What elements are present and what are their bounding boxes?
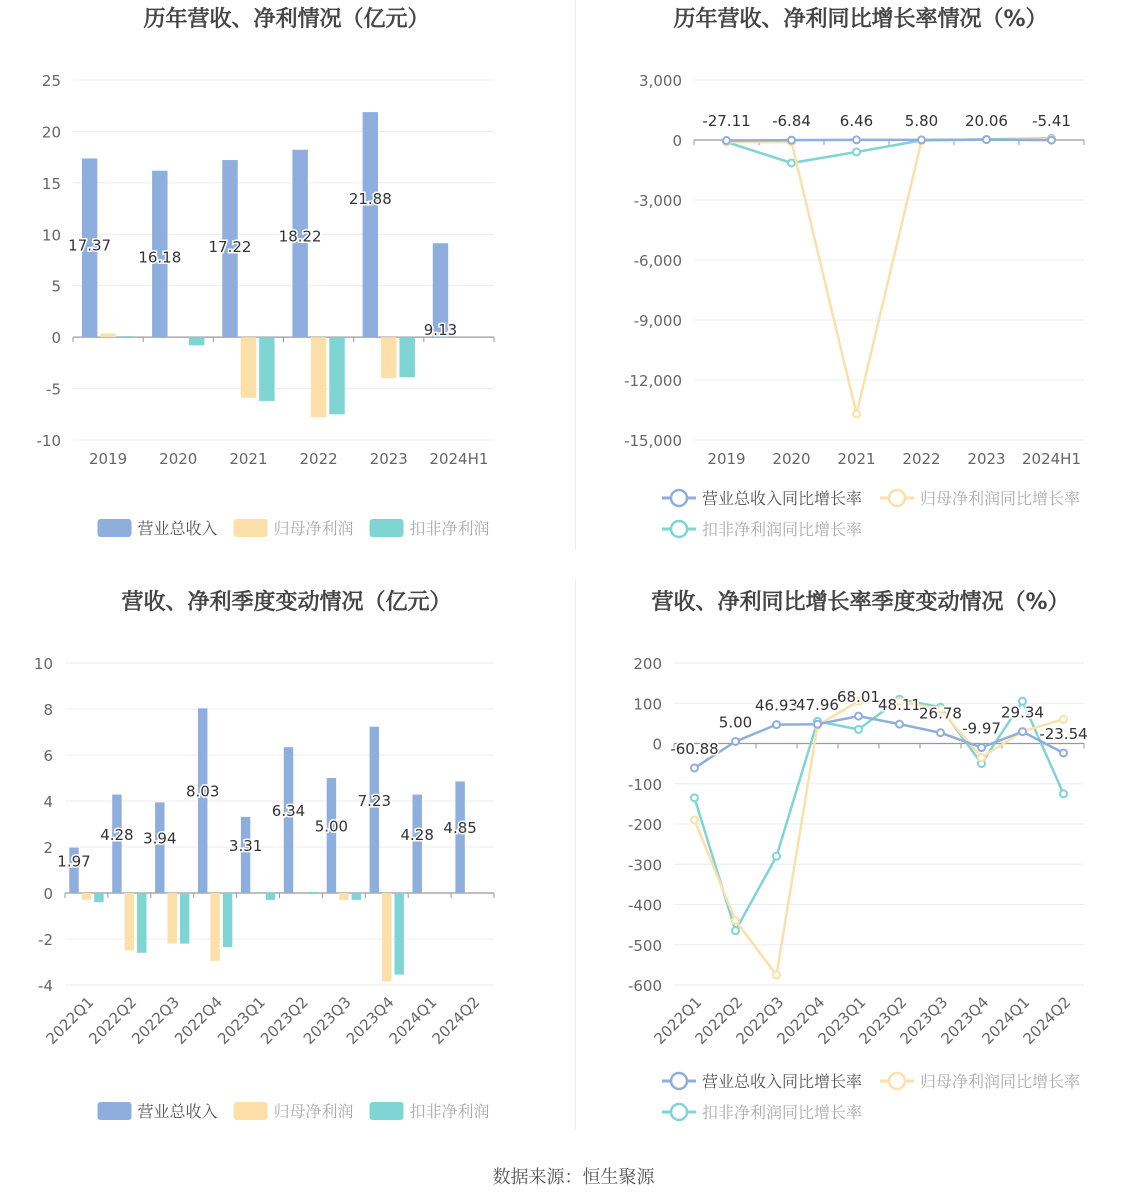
bar (399, 337, 414, 377)
x-tick-label: 2022 (299, 450, 338, 468)
x-tick-label: 2023Q2 (256, 993, 312, 1048)
y-tick-label: 10 (33, 655, 53, 673)
bar (381, 337, 396, 378)
data-label: -23.54 (1039, 724, 1088, 743)
data-point (1060, 749, 1067, 756)
data-point (691, 816, 698, 823)
x-tick-label: 2022Q2 (85, 993, 141, 1048)
legend-label: 归母净利润 (273, 1102, 354, 1121)
y-tick-label: 25 (41, 72, 61, 90)
data-label: 4.28 (400, 825, 434, 844)
data-point (855, 713, 862, 720)
data-label: 9.13 (423, 321, 458, 340)
y-tick-label: 200 (633, 655, 662, 673)
x-tick-label: 2022Q4 (171, 993, 226, 1048)
x-tick-label: 2023 (369, 450, 408, 468)
x-tick-label: 2022 (902, 450, 941, 468)
bar (125, 893, 134, 951)
data-label: 8.03 (186, 782, 220, 801)
bar (309, 892, 318, 893)
bar (223, 893, 232, 947)
x-tick-label: 2024Q2 (428, 993, 484, 1048)
y-tick-label: 0 (43, 885, 53, 903)
quarterly-growth-chart-title: 营收、净利同比增长率季度变动情况（%） (651, 590, 1070, 615)
legend-label: 归母净利润同比增长率 (920, 1072, 1081, 1091)
data-label: 3.94 (143, 829, 177, 848)
data-label: 17.37 (68, 236, 112, 255)
y-tick-label: 0 (672, 132, 682, 150)
x-tick-label: 2022Q4 (773, 993, 829, 1048)
y-tick-label: -15,000 (624, 432, 682, 450)
bar (189, 337, 204, 345)
x-tick-label: 2023Q4 (342, 993, 398, 1048)
legend-swatch (98, 1102, 132, 1120)
series-line (727, 139, 1052, 414)
data-label: -27.11 (702, 112, 751, 130)
x-tick-label: 2023Q2 (855, 993, 911, 1048)
bar (363, 112, 378, 337)
y-tick-label: 15 (41, 174, 61, 193)
data-point (853, 149, 860, 156)
data-point (732, 738, 739, 745)
series-line (695, 701, 1064, 975)
data-label: 6.46 (839, 112, 874, 130)
legend-label: 扣非净利润 (409, 1102, 490, 1121)
legend-marker (671, 1104, 687, 1120)
bar (329, 337, 344, 414)
y-tick-label: -400 (627, 896, 662, 915)
data-point (1019, 728, 1026, 735)
vertical-divider-top (575, 0, 576, 550)
legend-label: 扣非净利润同比增长率 (702, 520, 863, 539)
x-tick-label: 2022Q1 (42, 993, 98, 1048)
legend-swatch (370, 1102, 404, 1120)
x-tick-label: 2021 (229, 450, 268, 468)
data-point (918, 136, 925, 143)
bar (137, 893, 146, 953)
annual-growth-chart-panel (574, 0, 1147, 583)
y-tick-label: 0 (652, 735, 662, 754)
annual-chart (0, 0, 573, 583)
bar (119, 336, 134, 337)
x-tick-label: 2021 (837, 450, 876, 468)
data-point (853, 411, 860, 418)
bar (180, 893, 189, 944)
y-tick-label: -100 (627, 775, 662, 794)
data-label: 5.00 (718, 713, 753, 732)
data-point (814, 721, 821, 728)
y-tick-label: -6,000 (633, 252, 682, 270)
data-point (896, 721, 903, 728)
legend-marker (671, 521, 687, 537)
x-tick-label: 2023Q1 (814, 993, 870, 1048)
data-point (732, 917, 739, 924)
data-point (732, 927, 739, 934)
data-label: 29.34 (1001, 703, 1044, 722)
data-label: 20.06 (965, 112, 1008, 130)
y-tick-label: -500 (627, 936, 662, 955)
data-label: -9.97 (962, 719, 1001, 738)
data-point (691, 794, 698, 801)
legend-marker (671, 1073, 687, 1089)
data-label: 47.96 (796, 696, 839, 715)
data-point (853, 136, 860, 143)
annual-chart-title: 历年营收、净利情况（亿元） (143, 7, 430, 32)
bar (352, 893, 361, 900)
data-point (1060, 716, 1067, 723)
bar (210, 893, 219, 961)
y-tick-label: -3,000 (633, 192, 682, 210)
x-tick-label: 2024Q2 (1019, 993, 1075, 1048)
x-tick-label: 2023Q3 (896, 993, 952, 1048)
data-point (978, 754, 985, 761)
x-tick-label: 2023Q1 (214, 993, 269, 1048)
data-point (723, 137, 730, 144)
data-point (937, 729, 944, 736)
quarterly-growth-chart-panel (574, 583, 1147, 1166)
y-tick-label: -12,000 (624, 372, 682, 390)
annual-chart-panel (0, 0, 573, 583)
bar (266, 893, 275, 900)
data-label: 48.11 (878, 696, 921, 715)
vertical-divider-bottom (575, 580, 576, 1130)
x-tick-label: 2024Q1 (385, 993, 441, 1048)
data-label: 18.22 (278, 227, 322, 246)
data-label: 7.23 (357, 791, 392, 810)
data-label: -60.88 (670, 740, 719, 759)
data-label: 1.97 (57, 852, 91, 871)
y-tick-label: 6 (43, 747, 53, 765)
data-label: 16.18 (138, 248, 182, 267)
bar (241, 337, 256, 398)
y-tick-label: 5 (51, 277, 61, 296)
legend-swatch (98, 519, 132, 537)
y-tick-label: 4 (43, 793, 53, 811)
bar (394, 893, 403, 975)
data-label: -5.41 (1032, 112, 1071, 130)
x-tick-label: 2019 (707, 450, 746, 468)
y-tick-label: -2 (38, 931, 53, 949)
legend-marker (671, 490, 687, 506)
x-tick-label: 2022Q1 (650, 993, 706, 1048)
data-label: 21.88 (348, 190, 392, 209)
x-tick-label: 2024H1 (429, 450, 489, 468)
bar (382, 893, 391, 982)
x-tick-label: 2019 (88, 450, 128, 468)
data-label: 5.00 (314, 817, 349, 836)
quarterly-chart (0, 583, 573, 1166)
y-tick-label: -300 (627, 856, 662, 875)
data-label: 26.78 (919, 704, 962, 723)
bar (100, 334, 115, 338)
x-tick-label: 2023 (967, 450, 1006, 468)
x-tick-label: 2020 (159, 450, 198, 468)
x-tick-label: 2022Q3 (732, 993, 788, 1048)
data-label: 3.31 (228, 836, 263, 855)
quarterly-growth-chart (574, 583, 1147, 1166)
data-label: -6.84 (772, 112, 811, 130)
data-point (773, 721, 780, 728)
x-tick-label: 2023Q3 (299, 993, 355, 1048)
bar (259, 337, 274, 401)
y-tick-label: 8 (43, 701, 53, 719)
data-label: 68.01 (837, 688, 880, 707)
legend-swatch (234, 1102, 268, 1120)
data-point (788, 160, 795, 167)
legend-label: 扣非净利润同比增长率 (702, 1103, 863, 1122)
legend-swatch (370, 519, 404, 537)
data-label: 46.93 (755, 696, 798, 715)
y-tick-label: -200 (627, 816, 662, 834)
bar (339, 893, 348, 900)
x-tick-label: 2022Q3 (128, 993, 184, 1048)
bar (327, 778, 336, 893)
bar (82, 893, 91, 900)
y-tick-label: -9,000 (633, 312, 682, 330)
legend-marker (889, 1073, 905, 1089)
legend-marker (889, 490, 905, 506)
annual-growth-chart-title: 历年营收、净利同比增长率情况（%） (673, 7, 1048, 32)
quarterly-chart-title: 营收、净利季度变动情况（亿元） (121, 590, 452, 615)
y-tick-label: -4 (38, 977, 53, 995)
data-point (855, 726, 862, 733)
data-label: 4.28 (100, 825, 134, 844)
bar (168, 893, 177, 944)
data-point (691, 765, 698, 772)
x-tick-label: 2024H1 (1022, 450, 1081, 468)
y-tick-label: -10 (36, 432, 61, 450)
x-tick-label: 2023Q4 (937, 993, 993, 1048)
data-label: 17.22 (208, 238, 252, 257)
data-point (983, 136, 990, 143)
data-point (788, 137, 795, 144)
y-tick-label: 0 (51, 329, 61, 348)
data-point (978, 744, 985, 751)
bar (311, 337, 326, 417)
data-label: 4.85 (443, 819, 477, 838)
legend-label: 归母净利润 (273, 519, 354, 538)
data-point (773, 853, 780, 860)
data-label: 6.34 (271, 802, 306, 821)
x-tick-label: 2022Q2 (691, 993, 747, 1048)
legend-label: 营业总收入 (137, 1102, 218, 1121)
y-tick-label: 10 (41, 226, 61, 245)
data-point (1048, 137, 1055, 144)
y-tick-label: 3,000 (639, 72, 682, 90)
bar (94, 893, 103, 902)
x-tick-label: 2024Q1 (978, 993, 1034, 1048)
y-tick-label: 100 (633, 695, 662, 714)
data-source-footer: 数据来源：恒生聚源 (492, 1167, 655, 1188)
data-point (773, 971, 780, 978)
data-point (1060, 790, 1067, 797)
series-line (727, 140, 1052, 141)
data-label: 5.80 (904, 112, 939, 130)
legend-label: 营业总收入同比增长率 (702, 489, 863, 508)
legend-swatch (234, 519, 268, 537)
y-tick-label: -5 (46, 380, 61, 399)
x-tick-label: 2020 (772, 450, 811, 468)
legend-label: 扣非净利润 (409, 519, 490, 538)
legend-label: 营业总收入同比增长率 (702, 1072, 863, 1091)
quarterly-chart-panel (0, 583, 573, 1166)
y-tick-label: 2 (43, 839, 53, 857)
y-tick-label: -600 (627, 977, 662, 995)
annual-growth-chart (574, 0, 1147, 583)
legend-label: 归母净利润同比增长率 (920, 489, 1081, 508)
legend-label: 营业总收入 (137, 519, 218, 538)
y-tick-label: 20 (41, 123, 61, 142)
